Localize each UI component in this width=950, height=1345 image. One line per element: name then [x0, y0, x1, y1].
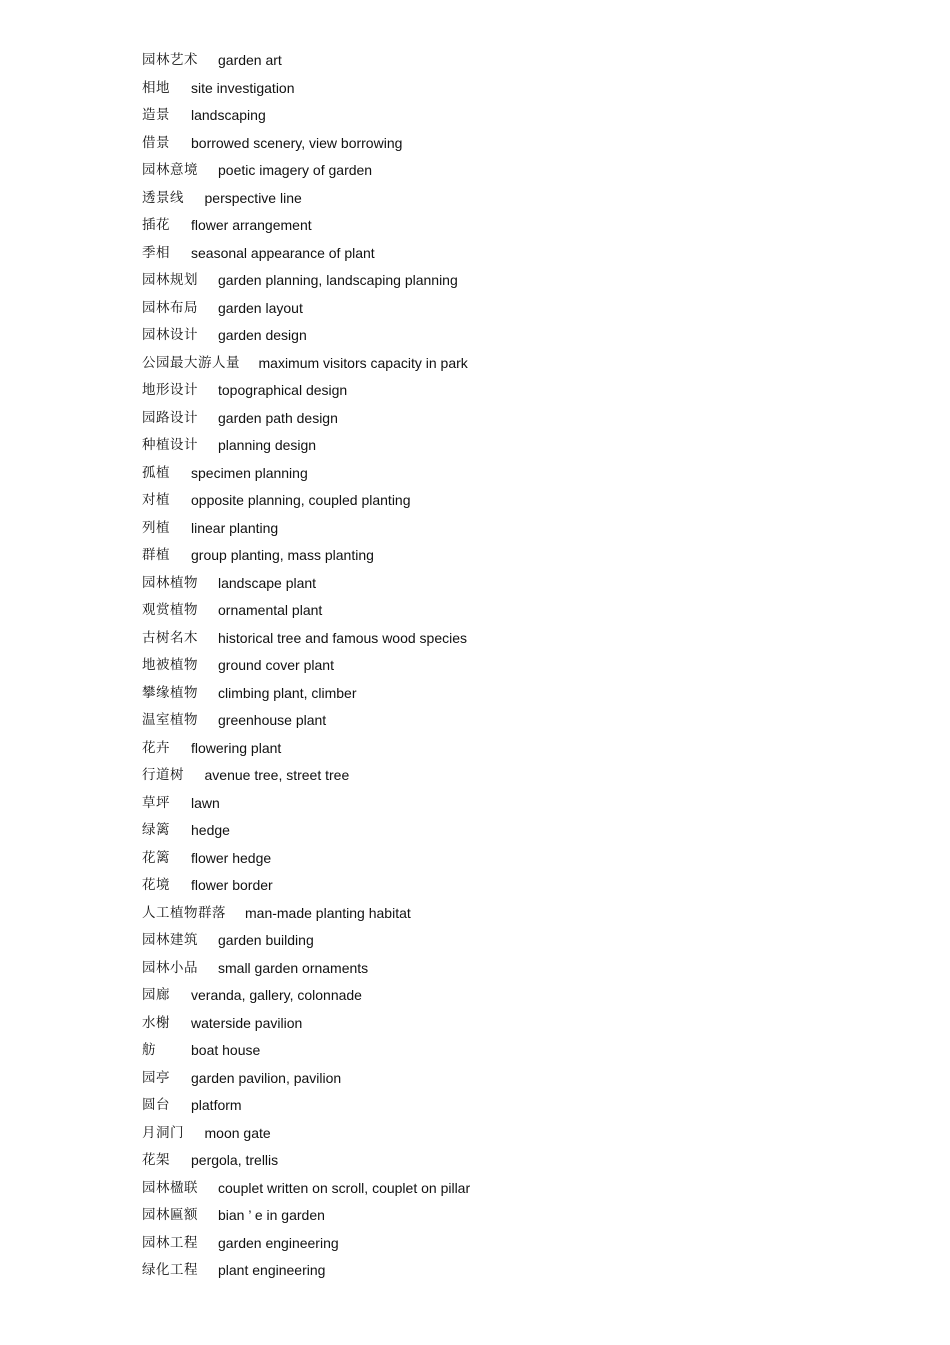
glossary-entry [142, 819, 842, 847]
chinese-term: 园林设计 [142, 327, 198, 343]
glossary-entry [142, 874, 842, 902]
english-translation: greenhouse plant [218, 712, 327, 728]
glossary-entry [142, 682, 842, 710]
chinese-term: 园林建筑 [142, 932, 198, 948]
chinese-term: 园林植物 [142, 574, 198, 591]
chinese-term: 透景线 [142, 189, 184, 206]
glossary-entry [142, 462, 842, 490]
chinese-term: 孤植 [142, 464, 170, 481]
english-translation: planning design [218, 437, 317, 453]
glossary-entry [142, 1259, 842, 1287]
english-translation: pergola, trellis [191, 1152, 279, 1168]
english-translation: small garden ornaments [218, 959, 369, 976]
chinese-term: 园廊 [142, 987, 170, 1003]
glossary-entry [142, 489, 842, 517]
chinese-term: 公园最大游人量 [142, 354, 240, 371]
glossary-entry [142, 407, 842, 435]
chinese-term: 草坪 [142, 794, 170, 811]
glossary-entry [142, 544, 842, 572]
glossary-entry [142, 187, 842, 215]
glossary-entry [142, 1204, 842, 1232]
english-translation: flower arrangement [191, 217, 312, 233]
glossary-entry [142, 847, 842, 875]
english-translation: group planting, mass planting [191, 547, 374, 563]
chinese-term: 花架 [142, 1152, 170, 1168]
glossary-entry [142, 1067, 842, 1095]
chinese-term: 园林艺术 [142, 52, 198, 68]
glossary-entry [142, 627, 842, 655]
glossary-entry [142, 352, 842, 380]
glossary-entry [142, 379, 842, 407]
glossary-entry [142, 1177, 842, 1205]
chinese-term: 花篱 [142, 849, 170, 866]
english-translation: veranda, gallery, colonnade [191, 987, 362, 1003]
english-translation: man-made planting habitat [245, 904, 411, 921]
chinese-term: 借景 [142, 134, 170, 151]
chinese-term: 温室植物 [142, 712, 198, 728]
glossary-entry [142, 517, 842, 545]
english-translation: maximum visitors capacity in park [258, 354, 468, 371]
chinese-term: 造景 [142, 107, 170, 123]
english-translation: garden engineering [218, 1234, 339, 1251]
english-translation: climbing plant, climber [218, 684, 357, 701]
english-translation: lawn [191, 794, 220, 811]
glossary-entry [142, 269, 842, 297]
glossary-entry [142, 572, 842, 600]
glossary-entry [142, 654, 842, 682]
chinese-term: 园亭 [142, 1069, 170, 1086]
glossary-entry [142, 1232, 842, 1260]
glossary-entry [142, 1122, 842, 1150]
glossary-entry [142, 902, 842, 930]
english-translation: garden building [218, 932, 314, 948]
glossary-entry [142, 159, 842, 187]
chinese-term: 攀缘植物 [142, 684, 198, 701]
glossary-entry [142, 104, 842, 132]
english-translation: ornamental plant [218, 602, 323, 618]
english-translation: topographical design [218, 382, 348, 398]
chinese-term: 园路设计 [142, 409, 198, 426]
glossary-entry [142, 297, 842, 325]
chinese-term: 园林小品 [142, 959, 198, 976]
english-translation: poetic imagery of garden [218, 162, 373, 178]
english-translation: moon gate [204, 1124, 271, 1141]
chinese-term: 月洞门 [142, 1124, 184, 1141]
glossary-entry [142, 984, 842, 1012]
chinese-term: 行道树 [142, 767, 184, 783]
english-translation: historical tree and famous wood species [218, 629, 468, 646]
english-translation: landscape plant [218, 574, 317, 591]
glossary-entry [142, 764, 842, 792]
glossary-entry [142, 132, 842, 160]
english-translation: waterside pavilion [191, 1014, 303, 1031]
chinese-term: 园林规划 [142, 272, 198, 288]
english-translation: landscaping [191, 107, 266, 123]
english-translation: garden path design [218, 409, 338, 426]
chinese-term: 人工植物群落 [142, 904, 226, 921]
english-translation: ground cover plant [218, 657, 334, 673]
english-translation: boat house [191, 1042, 261, 1058]
english-translation: hedge [191, 822, 230, 838]
english-translation: site investigation [191, 79, 295, 96]
chinese-term: 圆台 [142, 1097, 170, 1113]
glossary-entry [142, 77, 842, 105]
english-translation: specimen planning [191, 464, 308, 481]
glossary-entry [142, 792, 842, 820]
chinese-term: 园林工程 [142, 1234, 198, 1251]
chinese-term: 绿篱 [142, 822, 170, 838]
chinese-term: 园林布局 [142, 299, 198, 316]
glossary-entry [142, 242, 842, 270]
glossary-entry [142, 599, 842, 627]
chinese-term: 花卉 [142, 739, 170, 756]
chinese-term: 地形设计 [142, 382, 198, 398]
english-translation: garden design [218, 327, 307, 343]
chinese-term: 古树名木 [142, 629, 198, 646]
chinese-term: 对植 [142, 492, 170, 508]
glossary-entry [142, 1039, 842, 1067]
chinese-term: 列植 [142, 519, 170, 536]
chinese-term: 相地 [142, 79, 170, 96]
chinese-term: 水榭 [142, 1014, 170, 1031]
english-translation: perspective line [204, 189, 302, 206]
glossary-entry [142, 1094, 842, 1122]
chinese-term: 观赏植物 [142, 602, 198, 618]
glossary-entry [142, 737, 842, 765]
english-translation: avenue tree, street tree [204, 767, 350, 783]
english-translation: platform [191, 1097, 242, 1113]
glossary-entry [142, 1012, 842, 1040]
chinese-term: 种植设计 [142, 437, 198, 453]
chinese-term: 绿化工程 [142, 1262, 198, 1278]
english-translation: opposite planning, coupled planting [191, 492, 411, 508]
glossary-entry [142, 1149, 842, 1177]
glossary-entry [142, 214, 842, 242]
chinese-term: 群植 [142, 547, 170, 563]
chinese-term: 园林匾额 [142, 1207, 198, 1223]
english-translation: couplet written on scroll, couplet on pillar [218, 1179, 471, 1196]
english-translation: flowering plant [191, 739, 282, 756]
glossary-entry [142, 957, 842, 985]
english-translation: garden planning, landscaping planning [218, 272, 458, 288]
english-translation: garden pavilion, pavilion [191, 1069, 342, 1086]
chinese-term: 插花 [142, 217, 170, 233]
english-translation: bian ’ e in garden [218, 1207, 325, 1223]
english-translation: seasonal appearance of plant [191, 244, 375, 261]
glossary-list [142, 49, 842, 1287]
english-translation: flower hedge [191, 849, 272, 866]
english-translation: garden layout [218, 299, 303, 316]
english-translation: linear planting [191, 519, 279, 536]
chinese-term: 舫 [142, 1042, 156, 1058]
chinese-term: 季相 [142, 244, 170, 261]
english-translation: borrowed scenery, view borrowing [191, 134, 403, 151]
glossary-entry [142, 434, 842, 462]
english-translation: garden art [218, 52, 282, 68]
glossary-entry [142, 929, 842, 957]
glossary-entry [142, 324, 842, 352]
chinese-term: 地被植物 [142, 657, 198, 673]
chinese-term: 园林意境 [142, 162, 198, 178]
glossary-entry [142, 709, 842, 737]
english-translation: flower border [191, 877, 273, 893]
english-translation: plant engineering [218, 1262, 326, 1278]
chinese-term: 园林楹联 [142, 1179, 198, 1196]
glossary-entry [142, 49, 842, 77]
chinese-term: 花境 [142, 877, 170, 893]
